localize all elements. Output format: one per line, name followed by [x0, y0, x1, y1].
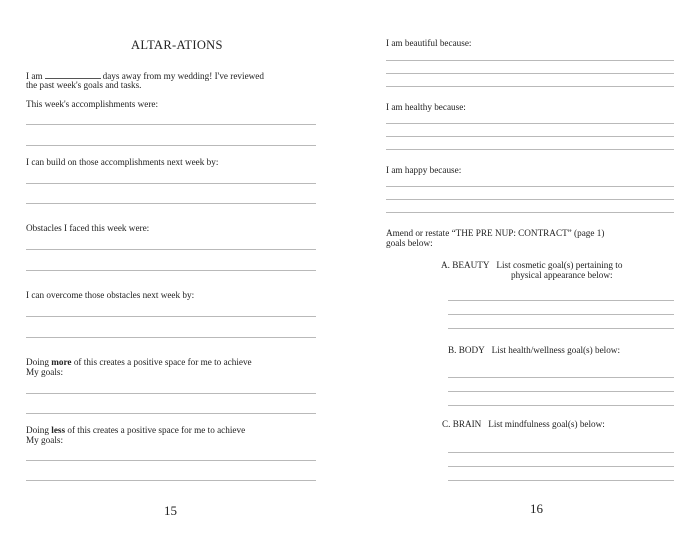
body-section-heading — [448, 345, 620, 355]
intro-suffix: days away from my wedding! I've reviewed — [102, 71, 264, 81]
writing-line[interactable] — [26, 480, 316, 481]
less-bold: less — [51, 425, 66, 435]
writing-line[interactable] — [26, 124, 316, 125]
writing-line[interactable] — [448, 314, 674, 315]
writing-line[interactable] — [26, 337, 316, 338]
happy-prompt: I am happy because: — [386, 165, 462, 175]
beauty-desc-line-2: physical appearance below: — [511, 270, 613, 280]
writing-line[interactable] — [26, 183, 316, 184]
brain-label: C. BRAIN — [442, 419, 482, 429]
writing-line[interactable] — [26, 145, 316, 146]
body-desc: List health/wellness goal(s) below: — [491, 345, 620, 355]
writing-line[interactable] — [386, 86, 674, 87]
intro-prefix: I am — [26, 71, 43, 81]
healthy-prompt: I am healthy because: — [386, 102, 466, 112]
beauty-section-heading — [441, 260, 622, 270]
less-suffix: of this creates a positive space for me to achieve — [67, 425, 246, 435]
more-prefix: Doing — [26, 357, 49, 367]
writing-line[interactable] — [386, 60, 674, 61]
writing-line[interactable] — [386, 73, 674, 74]
right-page — [350, 0, 700, 541]
writing-line[interactable] — [448, 405, 674, 406]
brain-desc: List mindfulness goal(s) below: — [488, 419, 605, 429]
page-title: ALTAR-ATIONS — [131, 38, 223, 52]
writing-line[interactable] — [448, 391, 674, 392]
more-suffix: of this creates a positive space for me to achieve — [73, 357, 252, 367]
writing-line[interactable] — [386, 199, 674, 200]
overcome-prompt: I can overcome those obstacles next week by: — [26, 290, 195, 300]
beauty-desc: List cosmetic goal(s) pertaining to — [496, 260, 623, 270]
more-line-1 — [26, 357, 252, 367]
beautiful-prompt: I am beautiful because: — [386, 38, 472, 48]
writing-line[interactable] — [448, 300, 674, 301]
writing-line[interactable] — [26, 203, 316, 204]
writing-line[interactable] — [26, 413, 316, 414]
writing-line[interactable] — [386, 136, 674, 137]
more-line-2: My goals: — [26, 367, 64, 377]
writing-line[interactable] — [26, 316, 316, 317]
amend-line-1: Amend or restate “THE PRE NUP: CONTRACT” (page 1) — [386, 228, 605, 238]
writing-line[interactable] — [448, 328, 674, 329]
writing-line[interactable] — [448, 452, 674, 453]
obstacles-prompt: Obstacles I faced this week were: — [26, 223, 150, 233]
build-prompt: I can build on those accomplishments next week by: — [26, 157, 219, 167]
writing-line[interactable] — [448, 466, 674, 467]
writing-line[interactable] — [386, 149, 674, 150]
writing-line[interactable] — [26, 270, 316, 271]
page-number: 16 — [530, 501, 543, 516]
less-line-2: My goals: — [26, 435, 64, 445]
more-bold: more — [51, 357, 72, 367]
page-number: 15 — [164, 503, 177, 518]
accomplishments-prompt: This week's accomplishments were: — [26, 99, 159, 109]
writing-line[interactable] — [386, 123, 674, 124]
writing-line[interactable] — [448, 377, 674, 378]
less-prefix: Doing — [26, 425, 49, 435]
less-line-1 — [26, 425, 245, 435]
brain-section-heading — [442, 419, 605, 429]
days-blank[interactable] — [45, 70, 101, 79]
intro-line-2: the past week's goals and tasks. — [26, 80, 142, 90]
writing-line[interactable] — [26, 393, 316, 394]
writing-line[interactable] — [386, 186, 674, 187]
writing-line[interactable] — [386, 212, 674, 213]
body-label: B. BODY — [448, 345, 485, 355]
beauty-label: A. BEAUTY — [441, 260, 490, 270]
writing-line[interactable] — [26, 460, 316, 461]
writing-line[interactable] — [26, 249, 316, 250]
writing-line[interactable] — [448, 480, 674, 481]
amend-line-2: goals below: — [386, 238, 433, 248]
